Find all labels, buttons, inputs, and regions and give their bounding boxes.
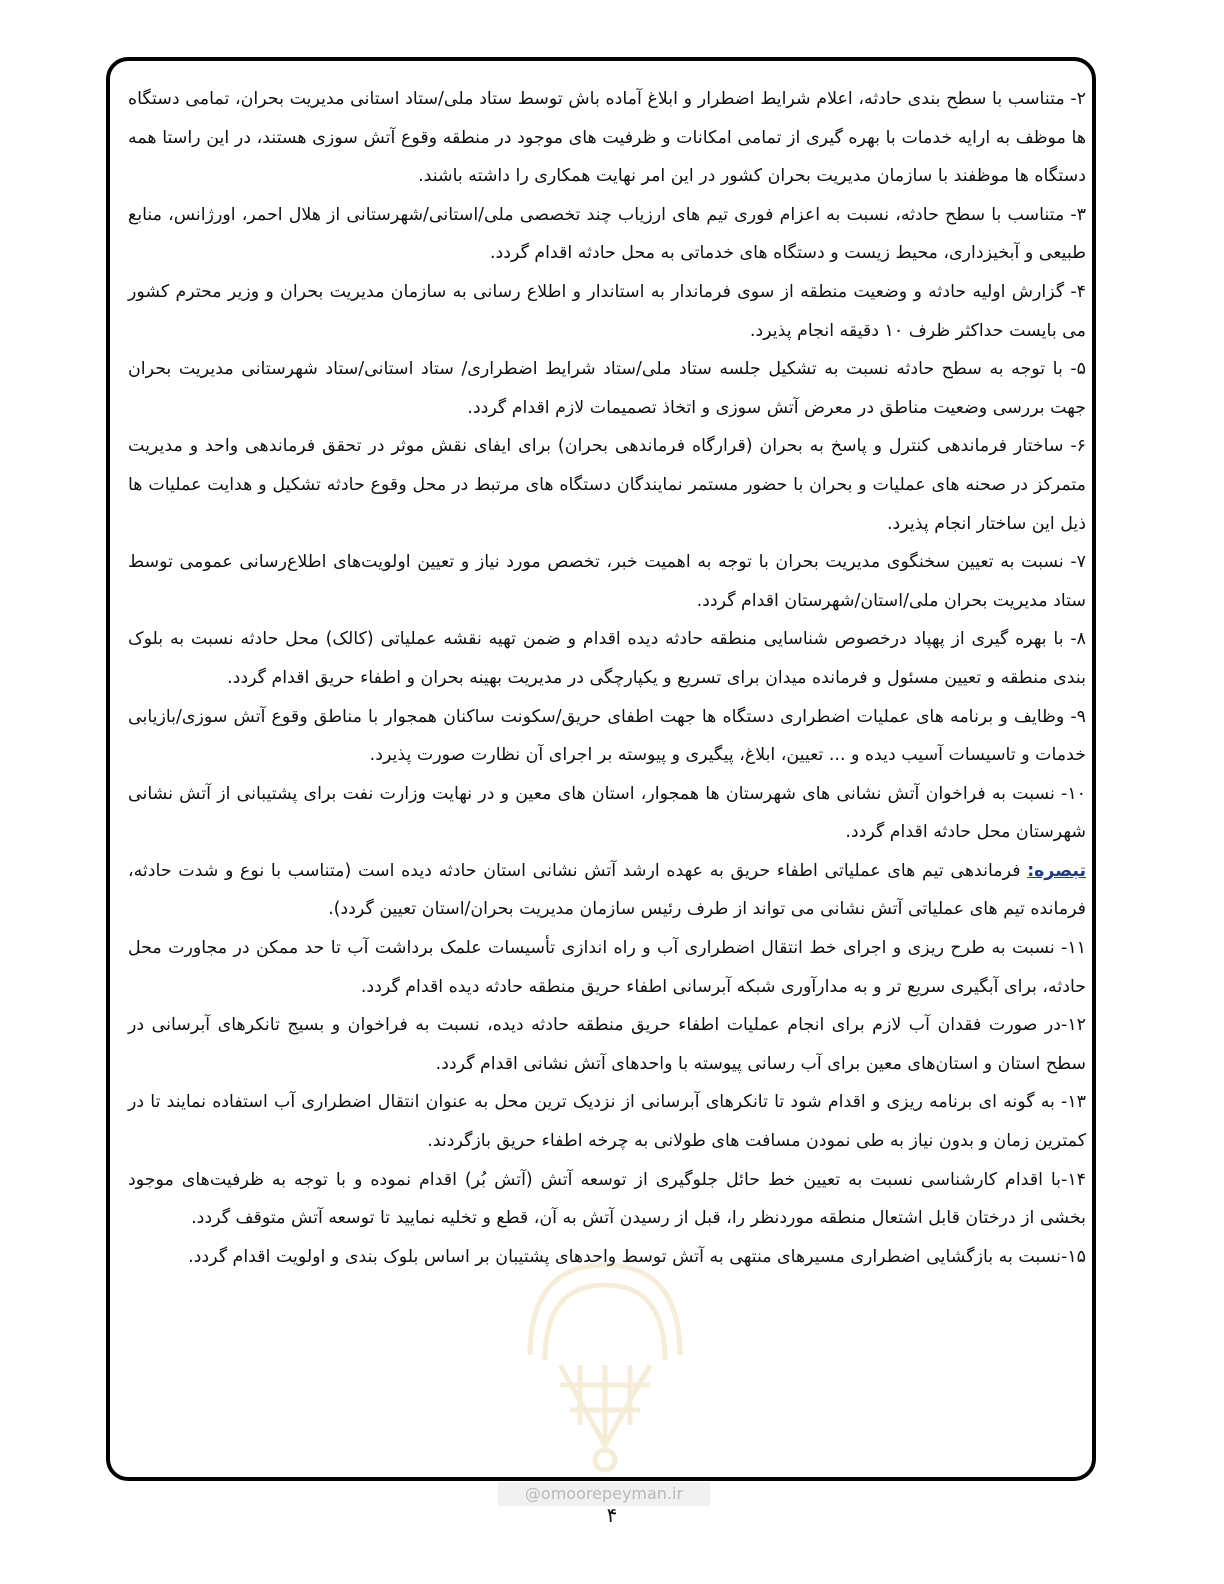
paragraph-13: ۱۳- به گونه ای برنامه ریزی و اقدام شود تا تانکرهای آبرسانی از نزدیک ترین محل به عنوان انتقال اضطراری آب استفاده نمایند تا در کمترین زمان و بدون نیاز به طی نمودن مسافت های طولانی به چرخه اطفاء حریق بازگردند. — [128, 1092, 1086, 1152]
paragraph-7: ۷- نسبت به تعیین سخنگوی مدیریت بحران با توجه به اهمیت خبر، تخصص مورد نیاز و تعیین اولویت‌های اطلاع‌رسانی عمومی توسط ستاد مدیریت بحران ملی/استان/شهرستان اقدام گردد. — [128, 552, 1086, 611]
paragraph-3: ۳- متناسب با سطح حادثه، نسبت به اعزام فوری تیم های ارزیاب چند تخصصی ملی/استانی/شهرستانی از هلال احمر، اورژانس، منابع طبیعی و آبخیزداری، محیط زیست و دستگاه های خدماتی به محل حادثه اقدام گردد. — [128, 204, 1086, 264]
paragraph-2: ۲- متناسب با سطح بندی حادثه، اعلام شرایط اضطرار و ابلاغ آماده باش توسط ستاد ملی/ستاد استانی مدیریت بحران، تمامی دستگاه ها موظف به ارایه خدمات با بهره گیری از تمامی امکانات و ظرفیت های موجود در منطقه وقوع آتش سوزی هستند، در این راستا همه دستگاه ها موظفند با سازمان مدیریت بحران کشور در این امر نهایت همکاری را داشته باشند. — [128, 89, 1086, 187]
watermark-logo-icon — [490, 1235, 720, 1485]
paragraph-15: ۱۵-نسبت به بازگشایی اضطراری مسیرهای منتهی به آتش توسط واحدهای پشتیبان بر اساس بلوک بندی و اولویت اقدام گردد. — [188, 1246, 1086, 1267]
paragraph-4: ۴- گزارش اولیه حادثه و وضعیت منطقه از سوی فرماندار به استاندار و اطلاع رسانی به سازمان مدیریت بحران و وزیر محترم کشور می بایست حداکثر ظرف ۱۰ دقیقه انجام پذیرد. — [128, 281, 1086, 341]
paragraph-14: ۱۴-با اقدام کارشناسی نسبت به تعیین خط حائل جلوگیری از توسعه آتش (آتش بُر) اقدام نموده و با توجه به ظرفیت‌های موجود بخشی از درختان قابل اشتعال منطقه مورد‌نظر را، قبل از رسیدن آتش به آن، قطع و تخلیه نمایید تا توسعه آتش متوقف گردد. — [128, 1169, 1086, 1229]
paragraph-10: ۱۰- نسبت به فراخوان آتش نشانی های شهرستان ها همجوار، استان های معین و در نهایت وزارت نفت برای پشتیبانی از آتش نشانی شهرستان محل حادثه اقدام گردد. — [128, 783, 1086, 843]
paragraph-8: ۸- با بهره گیری از پهپاد درخصوص شناسایی منطقه حادثه دیده اقدام و ضمن تهیه نقشه عملیاتی (کالک) محل حادثه نسبت به بلوک بندی منطقه و تعیین مسئول و فرمانده میدان برای تسریع و یکپارچگی در مدیریت بهینه بحران و اطفاء حریق اقدام گردد. — [128, 629, 1086, 688]
paragraph-11: ۱۱- نسبت به طرح ریزی و اجرای خط انتقال اضطراری آب و راه اندازی تأسیسات علمک برداشت آب تا حد ممکن در مجاورت محل حادثه، برای آبگیری سریع تر و به مدارآوری شبکه آبرسانی اطفاء حریق منطقه حادثه دیده اقدام گردد. — [128, 938, 1086, 997]
paragraph-5: ۵- با توجه به سطح حادثه نسبت به تشکیل جلسه ستاد ملی/ستاد شرایط اضطراری/ ستاد استانی/ستاد شهرستانی مدیریت بحران جهت بررسی وضعیت مناطق در معرض آتش سوزی و اتخاذ تصمیمات لازم اقدام گردد. — [128, 359, 1086, 418]
page-number: ۴ — [606, 1503, 618, 1527]
note-label: تبصره: — [1027, 860, 1086, 881]
note-text: فرماندهی تیم های عملیاتی اطفاء حریق به عهده ارشد آتش نشانی استان حادثه دیده است (متناسب با نوع و شدت حادثه، فرمانده تیم های عملیاتی آتش نشانی می تواند از طرف رئیس سازمان مدیریت بحران/استان تعیین گردد). — [128, 860, 1086, 920]
paragraph-6: ۶- ساختار فرماندهی کنترل و پاسخ به بحران (قرارگاه فرماندهی بحران) برای ایفای نقش موثر در تحقق فرماندهی واحد و مدیریت متمرکز در صحنه های عملیات و بحران با حضور مستمر نمایندگان دستگاه های مرتبط در محل وقوع حادثه تشکیل و هدایت عملیات ها ذیل این ساختار انجام پذیرد. — [128, 436, 1086, 534]
paragraph-12: ۱۲-در صورت فقدان آب لازم برای انجام عملیات اطفاء حریق منطقه حادثه دیده، نسبت به فراخوان و بسیج تانکرهای آبرسانی در سطح استان و استان‌های معین برای آب رسانی پیوسته با واحدهای آتش نشانی اقدام گردد. — [128, 1015, 1086, 1074]
document-body — [128, 80, 1086, 1276]
paragraph-9: ۹- وظایف و برنامه های عملیات اضطراری دستگاه ها جهت اطفای حریق/سکونت ساکنان همجوار با مناطق وقوع آتش سوزی/بازیابی خدمات و تاسیسات آسیب دیده و ... تعیین، ابلاغ، پیگیری و پیوسته بر اجرای آن نظارت صورت پذیرد. — [128, 706, 1086, 766]
watermark-url: @omoorepeyman.ir — [498, 1482, 710, 1506]
note-paragraph — [128, 852, 1086, 929]
